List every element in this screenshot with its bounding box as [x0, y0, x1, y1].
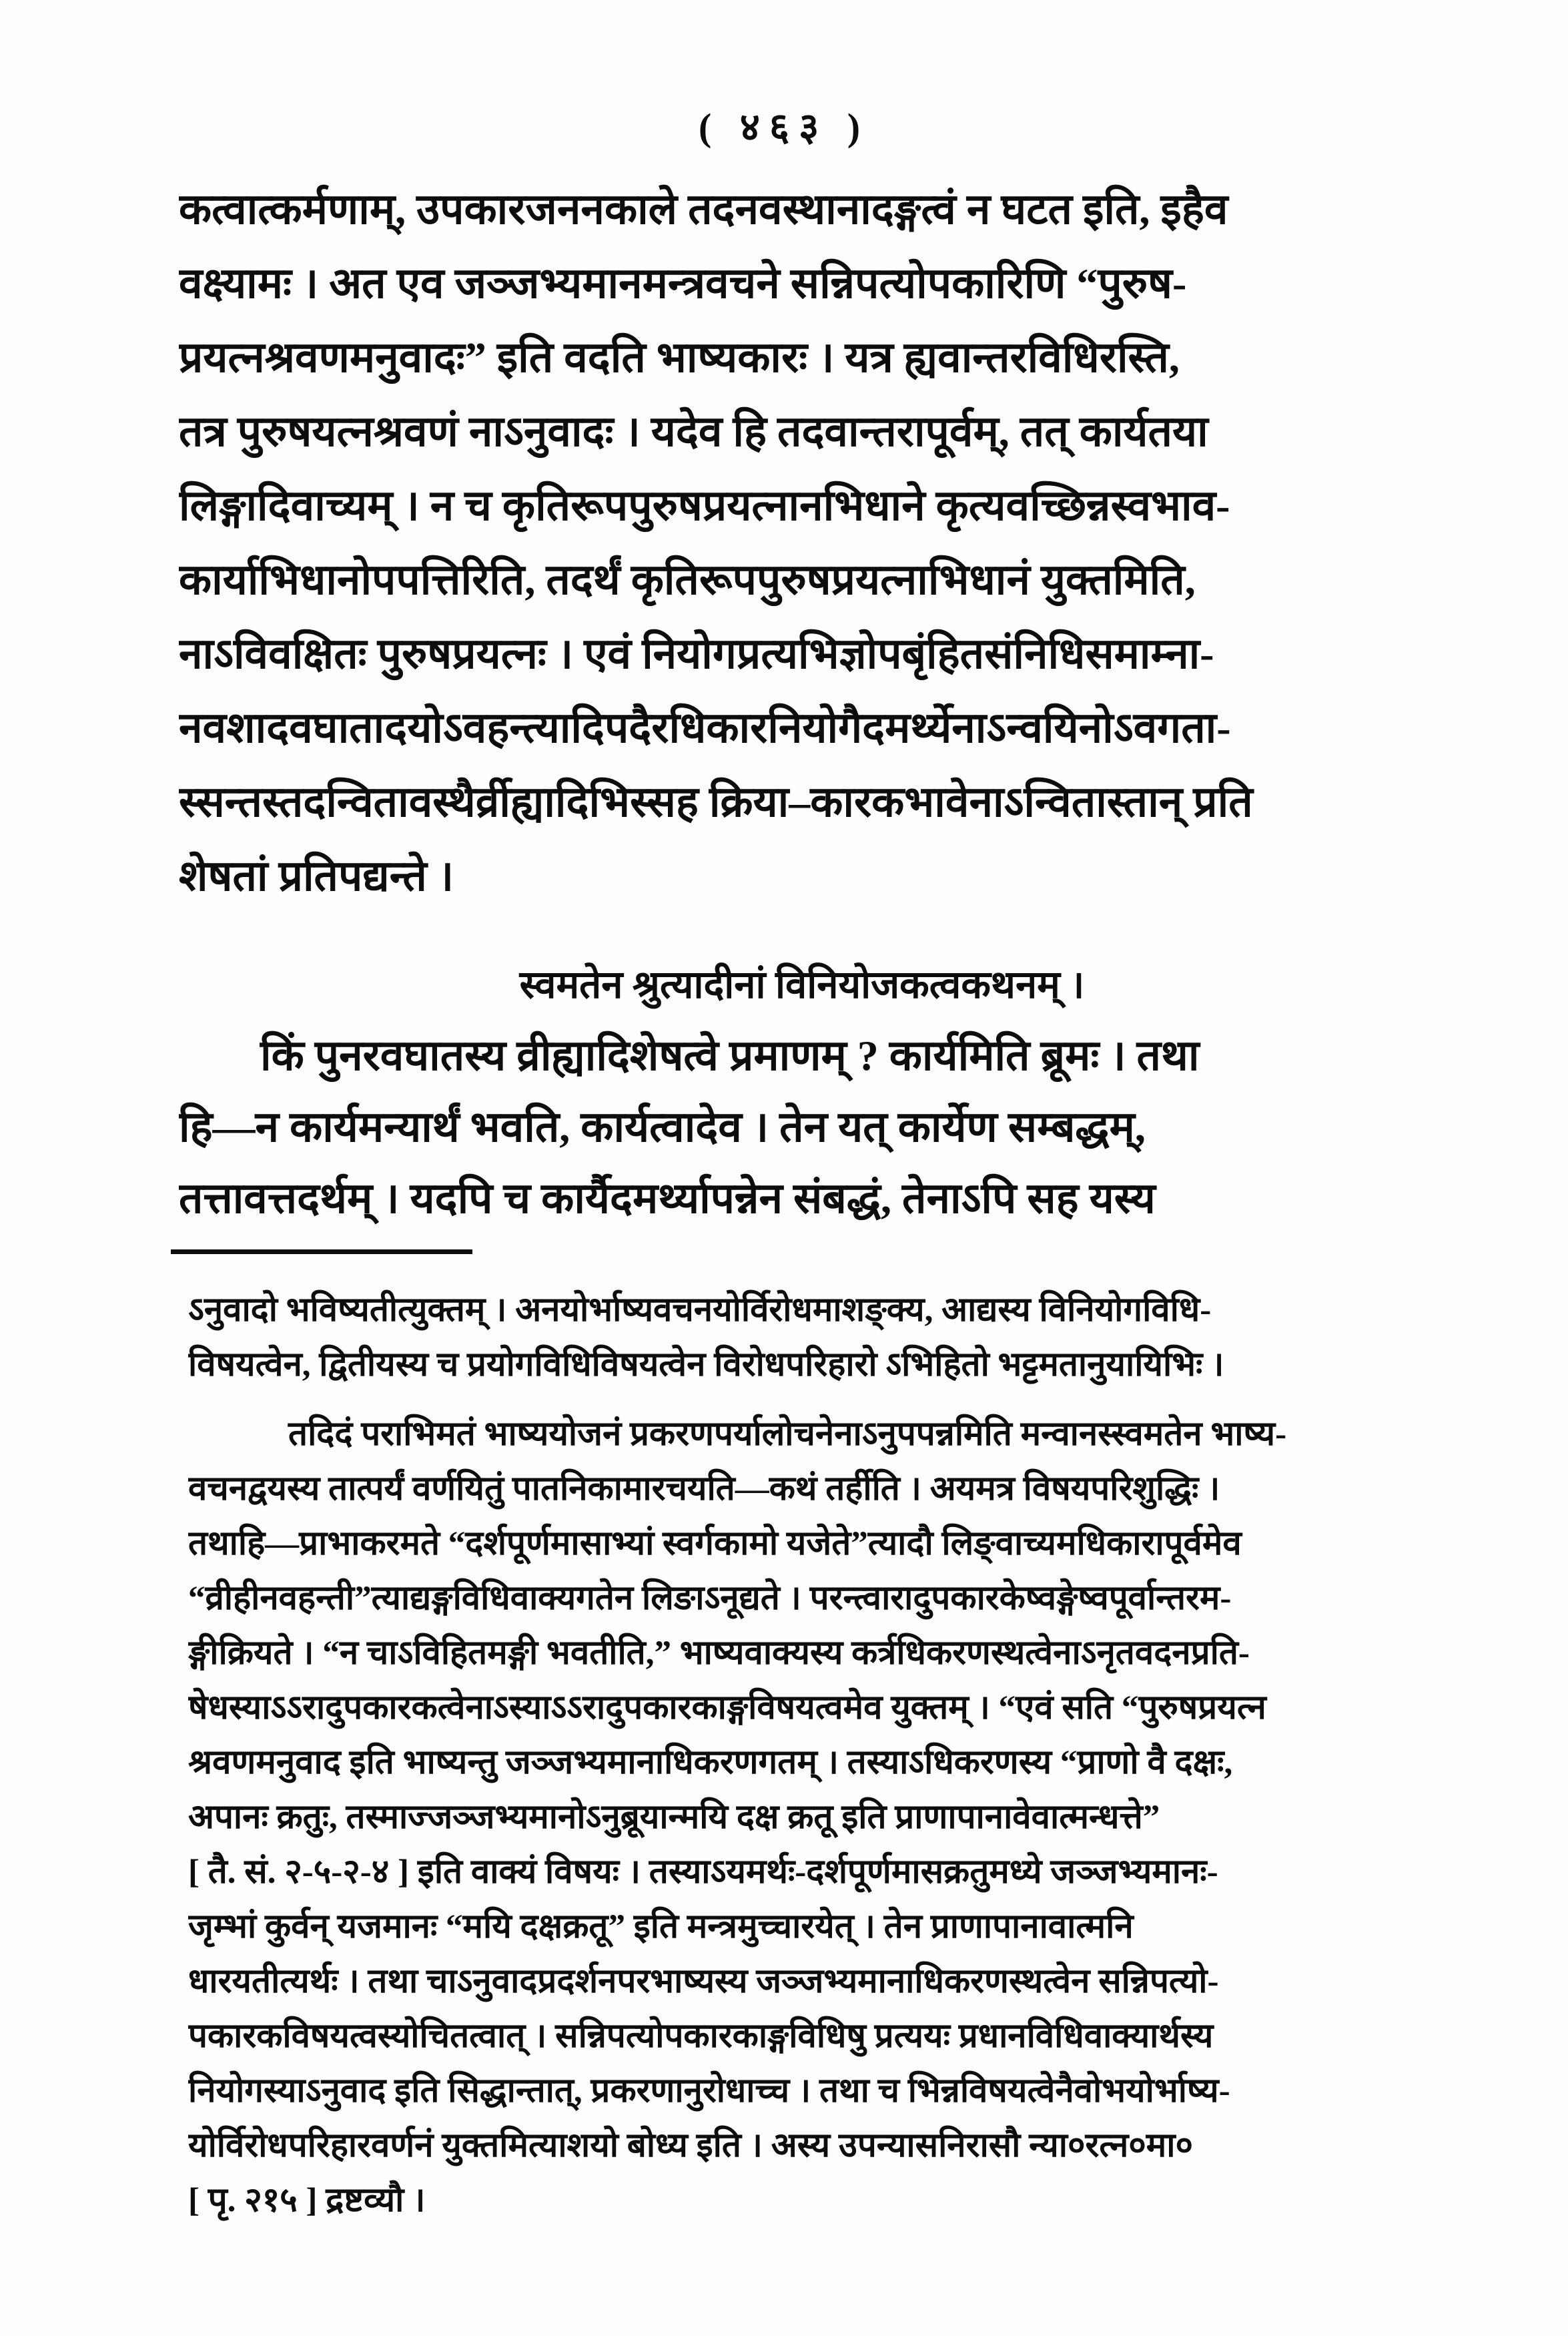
body-line: नवशादवघातादयोऽवहन्त्यादिपदैरधिकारनियोगैदमर्थ्येनाऽन्वयिनोऽवगता-	[179, 704, 1231, 752]
body-line: तत्र पुरुषयत्नश्रवणं नाऽनुवादः । यदेव हि तदवान्तरापूर्वम्, तत् कार्यतया	[179, 408, 1208, 455]
page-number: ( ४६३ )	[698, 105, 870, 149]
footnote-line: धारयतीत्यर्थः । तथा चाऽनुवादप्रदर्शनपरभाष्यस्य जञ्जभ्यमानाधिकरणस्थत्वेन सन्निपत्यो-	[188, 1963, 1219, 2000]
footnote-line: तथाहि—प्राभाकरमते “दर्शपूर्णमासाभ्यां स्वर्गकामो यजेते”त्यादौ लिङ्वाच्यमधिकारापूर्वमेव	[188, 1525, 1242, 1562]
footnote-line: तदिदं पराभिमतं भाष्ययोजनं प्रकरणपर्यालोचनेनाऽनुपपन्नमिति मन्वानस्स्वमतेन भाष्य-	[288, 1416, 1287, 1453]
footnote-line: ऽनुवादो भविष्यतीत्युक्तम् । अनयोर्भाष्यवचनयोर्विरोधमाशङ्क्य, आद्यस्य विनियोगविधि-	[188, 1291, 1212, 1329]
footnote-line: पकारकविषयत्वस्योचितत्वात् । सन्निपत्योपकारकाङ्गविधिषु प्रत्ययः प्रधानविधिवाक्यार्थस्य	[188, 2018, 1214, 2055]
footnote-line: अपानः क्रतुः, तस्माज्जञ्जभ्यमानोऽनुब्रूयान्मयि दक्ष क्रतू इति प्राणापानावेवात्मन्धत्ते”	[188, 1799, 1160, 1836]
footnote-line: विषयत्वेन, द्वितीयस्य च प्रयोगविधिविषयत्वेन विरोधपरिहारो ऽभिहितो भट्टमतानुयायिभिः ।	[188, 1346, 1224, 1384]
body-line: कत्वात्कर्मणाम्, उपकारजननकाले तदनवस्थानादङ्गत्वं न घटत इति, इहैव	[179, 186, 1228, 233]
main-text-paragraph-2	[179, 1020, 1425, 1234]
footnote-separator-rule	[171, 1249, 472, 1254]
body-line: हि—न कार्यमन्यार्थं भवति, कार्यत्वादेव । तेन यत् कार्येण सम्बद्धम्,	[179, 1103, 1146, 1151]
section-heading: स्वमतेन श्रुत्यादीनां विनियोजकत्वकथनम् ।	[519, 963, 1085, 1006]
body-line: लिङ्गादिवाच्यम् । न च कृतिरूपपुरुषप्रयत्नानभिधाने कृत्यवच्छिन्नस्वभाव-	[179, 482, 1230, 529]
body-line: प्रयत्नश्रवणमनुवादः” इति वदति भाष्यकारः । यत्र ह्यवान्तरविधिरस्ति,	[179, 334, 1180, 381]
footnote-line: [ तै. सं. २-५-२-४ ] इति वाक्यं विषयः । तस्याऽयमर्थः-दर्शपूर्णमासक्रतुमध्ये जञ्जभ्यमानः-	[188, 1853, 1218, 1891]
footnote-line: “व्रीहीनवहन्ती”त्याद्यङ्गविधिवाक्यगतेन लिङाऽनूद्यते । परन्त्वारादुपकारकेष्वङ्गेष्वपूर्वान्तरम-	[188, 1580, 1232, 1617]
body-line: कार्याभिधानोपपत्तिरिति, तदर्थं कृतिरूपपुरुषप्रयत्नाभिधानं युक्तमिति,	[179, 556, 1196, 603]
body-line: नाऽविवक्षितः पुरुषप्रयत्नः । एवं नियोगप्रत्यभिज्ञोपबृंहितसंनिधिसमाम्ना-	[179, 630, 1214, 677]
footnote-block	[188, 1283, 1413, 2228]
footnote-line: ङ्गीक्रियते । “न चाऽविहितमङ्गी भवतीति,” भाष्यवाक्यस्य कर्त्रधिकरणस्थत्वेनाऽनृतवदनप्रति-	[188, 1635, 1250, 1672]
body-line: तत्तावत्तदर्थम् । यदपि च कार्यैदमर्थ्यापन्नेन संबद्धं, तेनाऽपि सह यस्य	[179, 1175, 1156, 1222]
footnote-line: जृम्भां कुर्वन् यजमानः “मयि दक्षक्रतू” इति मन्त्रमुच्चारयेत् । तेन प्राणापानावात्मनि	[188, 1908, 1134, 1946]
footnote-line: [ पृ. २१५ ] द्रष्टव्यौ ।	[188, 2182, 426, 2219]
footnote-line: वचनद्वयस्य तात्पर्यं वर्णयितुं पातनिकामारचयति—कथं तर्हीति । अयमत्र विषयपरिशुद्धिः ।	[188, 1470, 1220, 1508]
body-line: स्सन्तस्तदन्वितावस्थैर्व्रीह्यादिभिस्सह क्रिया–कारकभावेनाऽन्वितास्तान् प्रति	[179, 778, 1253, 826]
footnote-line: नियोगस्याऽनुवाद इति सिद्धान्तात्, प्रकरणानुरोधाच्च । तथा च भिन्नविषयत्वेनैवोभयोर्भाष्य-	[188, 2072, 1230, 2110]
body-line: किं पुनरवघातस्य व्रीह्यादिशेषत्वे प्रमाणम् ? कार्यमिति ब्रूमः । तथा	[260, 1032, 1200, 1079]
main-text-paragraph-1	[179, 172, 1425, 913]
footnote-line: षेधस्याऽऽरादुपकारकत्वेनाऽस्याऽऽरादुपकारकाङ्गविषयत्वमेव युक्तम् । “एवं सति “पुरुषप्रयत्न	[188, 1689, 1266, 1727]
body-line: शेषतां प्रतिपद्यन्ते ।	[179, 852, 454, 900]
footnote-line: श्रवणमनुवाद इति भाष्यन्तु जञ्जभ्यमानाधिकरणगतम् । तस्याऽधिकरणस्य “प्राणो वै दक्षः,	[188, 1744, 1233, 1781]
body-line: वक्ष्यामः । अत एव जञ्जभ्यमानमन्त्रवचने सन्निपत्योपकारिणि “पुरुष-	[179, 260, 1187, 307]
footnote-line: योर्विरोधपरिहारवर्णनं युक्तमित्याशयो बोध्य इति । अस्य उपन्यासनिरासौ न्या०रत्न०मा०	[188, 2127, 1194, 2164]
